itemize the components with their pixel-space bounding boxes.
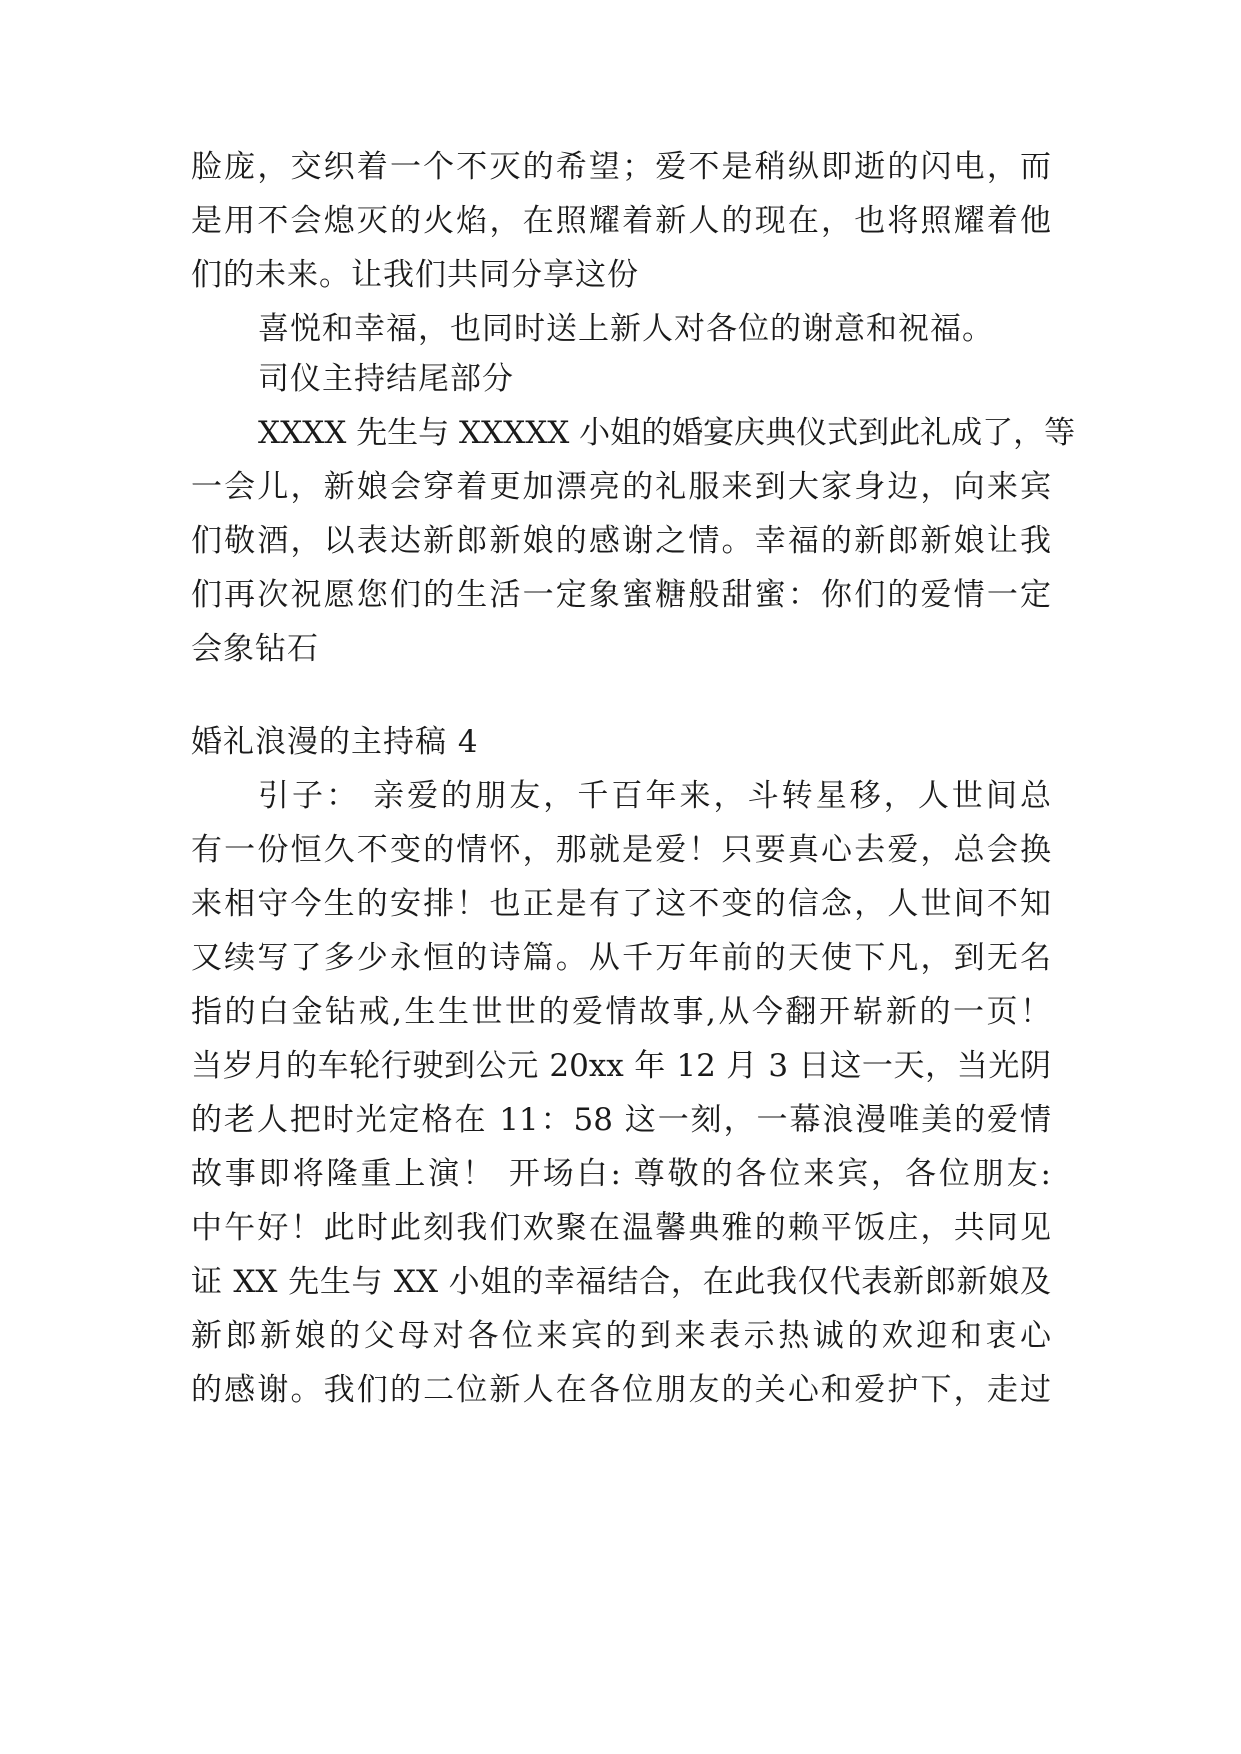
- paragraph-line: 有一份恒久不变的情怀，那就是爱！只要真心去爱，总会换: [191, 832, 1051, 868]
- section-title: 婚礼浪漫的主持稿 4: [191, 724, 479, 760]
- paragraph-line: 脸庞，交织着一个不灭的希望；爱不是稍纵即逝的闪电，而: [191, 149, 1051, 185]
- paragraph-line: 们再次祝愿您们的生活一定象蜜糖般甜蜜：你们的爱情一定: [191, 577, 1051, 613]
- paragraph-line: 的老人把时光定格在 11：58 这一刻，一幕浪漫唯美的爱情: [191, 1102, 1051, 1138]
- paragraph-line: 来相守今生的安排！也正是有了这不变的信念，人世间不知: [191, 886, 1051, 922]
- paragraph-line: 引子： 亲爱的朋友，千百年来，斗转星移，人世间总: [258, 778, 1051, 814]
- paragraph-line: 新郎新娘的父母对各位来宾的到来表示热诚的欢迎和衷心: [191, 1318, 1051, 1354]
- paragraph-line: 当岁月的车轮行驶到公元 20xx 年 12 月 3 日这一天，当光阴: [191, 1048, 1051, 1084]
- paragraph-line: 指的白金钻戒,生生世世的爱情故事,从今翻开崭新的一页！: [191, 994, 1051, 1030]
- paragraph-line: 是用不会熄灭的火焰，在照耀着新人的现在，也将照耀着他: [191, 203, 1051, 239]
- paragraph-line: XXXX 先生与 XXXXX 小姐的婚宴庆典仪式到此礼成了，等: [258, 415, 1076, 451]
- paragraph-line: 们的未来。让我们共同分享这份: [191, 257, 639, 293]
- paragraph-line: 中午好！此时此刻我们欢聚在温馨典雅的赖平饭庄，共同见: [191, 1210, 1051, 1246]
- paragraph-line: 故事即将隆重上演！ 开场白: 尊敬的各位来宾，各位朋友:: [191, 1156, 1051, 1192]
- section-subheading: 司仪主持结尾部分: [258, 361, 514, 397]
- paragraph-line: 们敬酒，以表达新郎新娘的感谢之情。幸福的新郎新娘让我: [191, 523, 1051, 559]
- paragraph-line: 又续写了多少永恒的诗篇。从千万年前的天使下凡，到无名: [191, 940, 1051, 976]
- paragraph-line: 会象钻石: [191, 631, 319, 667]
- paragraph-line: 喜悦和幸福，也同时送上新人对各位的谢意和祝福。: [258, 311, 994, 347]
- paragraph-line: 的感谢。我们的二位新人在各位朋友的关心和爱护下，走过: [191, 1372, 1051, 1408]
- paragraph-line: 证 XX 先生与 XX 小姐的幸福结合，在此我仅代表新郎新娘及: [191, 1264, 1051, 1300]
- paragraph-line: 一会儿，新娘会穿着更加漂亮的礼服来到大家身边，向来宾: [191, 469, 1051, 505]
